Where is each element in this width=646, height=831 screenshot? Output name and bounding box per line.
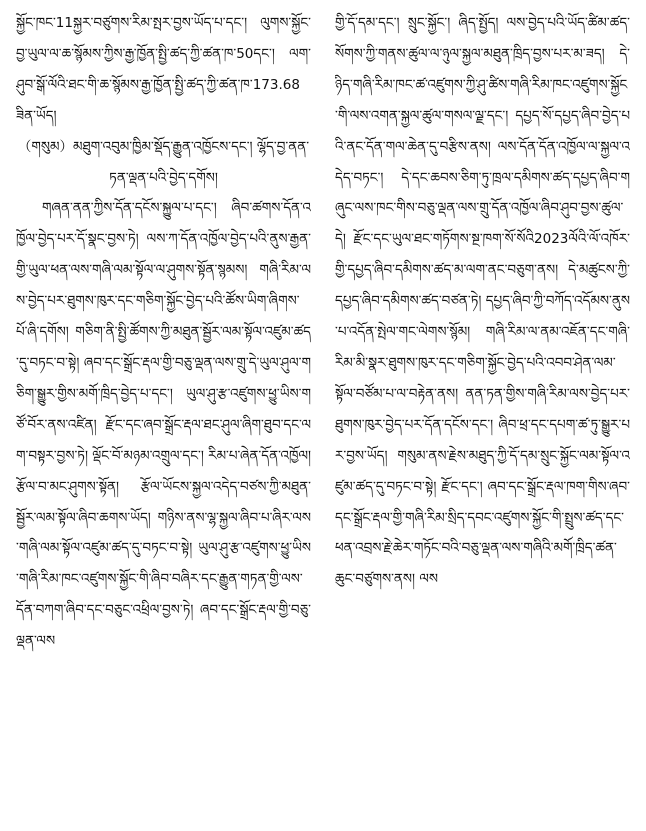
right-column xyxy=(335,8,630,821)
intro-paragraph: སྐྱོང་ཁང་11སྐྱར་བཙུགས་རིམ་སྤར་བྱས་ཡོད་པ་དང་། ལུགས་སྐྱོང་བྱ་ཡུལ་ལ་ཆ་སྙོམས་ཀྱིས་རྒྱ་ཁྱོན་སྤྱི་ཚད་ཀྱི་ཚན་ཁ་50དང་། ལག་ཤུབ་སྒོ་ལོའི་ཐང་གི་ཆ་སྙོམས་རྒྱ་ཁྱོན་སྤྱི་ཚད་ཀྱི་ཚན་ཁ་173.68ཟིན་ཡོད། xyxy=(16,15,311,124)
two-column-layout xyxy=(16,8,630,821)
left-column xyxy=(16,8,311,821)
body-paragraph: གྱི་དོ་དམ་དང་། སྲུང་སྐྱོང་། ཞིད་སྤྱོད། ལས་བྱེད་པའི་ཡོད་ཚིམ་ཚད་སོགས་ཀྱི་གནས་ཚུལ་ལ་ཉུལ་སྐྱལ་མཐུན་ཁྲིད་བྱས་པར་མ་ཟད། དེ་ཉིད་གཞི་རིམ་ཁང་ཚ་འཛུགས་ཀྱི་ཤུ་ཚིས་གཞི་རིམ་ཁང་འཛུགས་སྐྱོང་གི་ལས་འགན་སྐྱལ་ཚུལ་གསལ་ལྗ་དང་། དཔྱད་སོ་དཔྱད་ཞིབ་བྱེད་པའི་ནང་དོན་གལ་ཆེན་དུ་བརྩིས་ནས། ལས་དོན་དོན་འཁྱོལ་ལ་སྐྱལ་འདེད་བཏང་། དེ་དང་ཆབས་ཅིག་ཏུ་ཁྲལ་དམིགས་ཚད་དཔྱད་ཞིབ་གཞུང་ལས་ཁང་གིས་བཅུ་ལྡན་ལས་གྲུ་དོན་འཁྱོལ་ཞིབ་ཤུབ་བྱས་ཚུལ་དེ། རྫོང་དང་ཡུལ་ཐང་གཏོགས་སྔ་ཁག་སོ་སོའི2023ལོའི་ལོ་འཁོར་གྱི་དཔྱད་ཞིབ་དམིགས་ཚད་མ་ལག་ནང་བཅུག་ནས། དེ་མཚུངས་ཀྱི་དཔྱད་ཞིབ་དམིགས་ཚད་བཙན་ཏེ། དཔྱད་ཞིབ་ཀྱི་བཀོད་འདོམས་ནུས་པ་འདོན་སྤེལ་གང་ལེགས་སྙོམ། གཞི་རིམ་ལ་ནམ་འཇོན་དང་གཞི་རིམ་མི་སྣར་ཐུགས་ཁུར་དང་གཅིག་སྐྱོང་བྱེད་པའི་འབབ་ཤེན་ལམ་སྟོལ་བཙོམ་པ་ལ་བརྟེན་ནས། ནན་ཏན་གྱིས་གཞི་རིམ་ལས་བྱེད་པར་ཐུགས་ཁུར་བྱེད་པར་དོན་དངོས་དང་། ཞིབ་ཕྲ་དང་དཔག་ཚ་ཏུ་སྒྱུར་པར་བྱས་ཡོད། གསུམ་ནས་རྗེས་མཐུད་ཀྱི་དོ་དམ་སྲུང་སྐྱོང་ལམ་སྟོལ་འཛུམ་ཚད་དུ་བཏང་བ་སྟེ། རྫོང་དང་། ཞབ་དང་སྒྲོང་རྡལ་ཁག་གིས་ཞབ་དང་སྒྲོང་རྡལ་གྱི་གཞི་རིམ་སྲིད་དབང་འཛུགས་སྐྱོང་གི་སྤྲུས་ཚད་དང་ཕན་འབྲས་རྗེ་ཆེར་གཏོང་བའི་བཅུ་ལྡན་ལས་གཞིའི་མགོ་ཁྲིད་ཚན་ཆུང་བཙུགས་ནས། ལས xyxy=(335,15,630,588)
section-heading: （གསུམ）མཐུག་འབུམ་ཁྱིམ་སྡོད་རྒྱུན་འཁྱོངས་དང་། ལྷོད་བྱ་ནན་ཏན་ལྡན་པའི་བྱེད་དགོས། xyxy=(17,138,310,186)
body-paragraph: གཞན་ནན་ཀྱིས་དོན་དངོས་སྐྱུལ་པ་དང་། ཞིབ་ཚགས་དོན་འཁྱོལ་བྱེད་པར་དོ་སྣང་བྱས་ཏེ། ལས་ཀ་དོན་འཁྱོལ་བྱེད་པའི་ནུས་རྒྱན་གྱི་ཡུལ་ཕན་ལས་གཞི་ལམ་སྟོལ་ལ་ཤུགས་སྟོན་སྙམས། གཞི་རིམ་ལས་བྱེད་པར་ཐུགས་ཁུར་དང་གཅིག་སྐྱོང་བྱེད་པའི་ཚོས་ཡིག་ཞིགས་པོ་ཞི་དགོས། གཅིག་ནི་སྤྱི་ཚོགས་ཀྱི་མཐུན་སྦྱོར་ལམ་སྟོལ་འཛུམ་ཚད་དུ་བཏང་བ་སྟེ། ཞབ་དང་སྒྲོང་རྡལ་གྱི་བཅུ་ལྡན་ལས་གྲུ་དེ་ཡུལ་ཤུལ་གཅིག་སྒྱུར་གྱིས་མགོ་ཁྲིད་བྱེད་པ་དང་། ཡུལ་ཤུ་རྩ་འཛུགས་ཕྱུ་ཡིས་གཙོ་བོར་ནས་འཛིན། རྫོང་དང་ཞབ་སྒྲོང་རྡལ་ཐང་ཤུལ་ཞིག་ཐུབ་དང་ལག་བསྟར་བྱས་ཏེ། ལྡོང་བོ་མཉམ་འགྲུལ་དང་། རིམ་པ་ཞེན་དོན་འཁྱོལ། རྩོལ་བ་མང་ཤུགས་སྟོན། རྩོལ་ཡོངས་སྐྱལ་འདེད་བཙས་ཀྱི་མཐུན་སྦྱོར་ལམ་སྟོལ་ཞིབ་ཆགས་ཡོད། གཉིས་ནས་ལྷ་སྐྱལ་ཞིབ་པ་ཞིར་ལས་གཞི་ལམ་སྟོལ་འཛུམ་ཚད་དུ་བཏང་བ་སྟེ། ཡུལ་ཤུ་རྩ་འཛུགས་ཕྱུ་ཡིས་གཞི་རིམ་ཁང་འཛུགས་སྐྱོང་གི་ཞིབ་བཞིར་དང་རྒྱུན་གཏན་གྱི་ལས་དོན་བཀག་ཞིབ་དང་བཅུང་འཕྲིལ་བྱས་ཏེ། ཞབ་དང་སྒྲོང་རྡལ་གྱི་བཅུ་ལྡན་ལས xyxy=(16,200,311,650)
